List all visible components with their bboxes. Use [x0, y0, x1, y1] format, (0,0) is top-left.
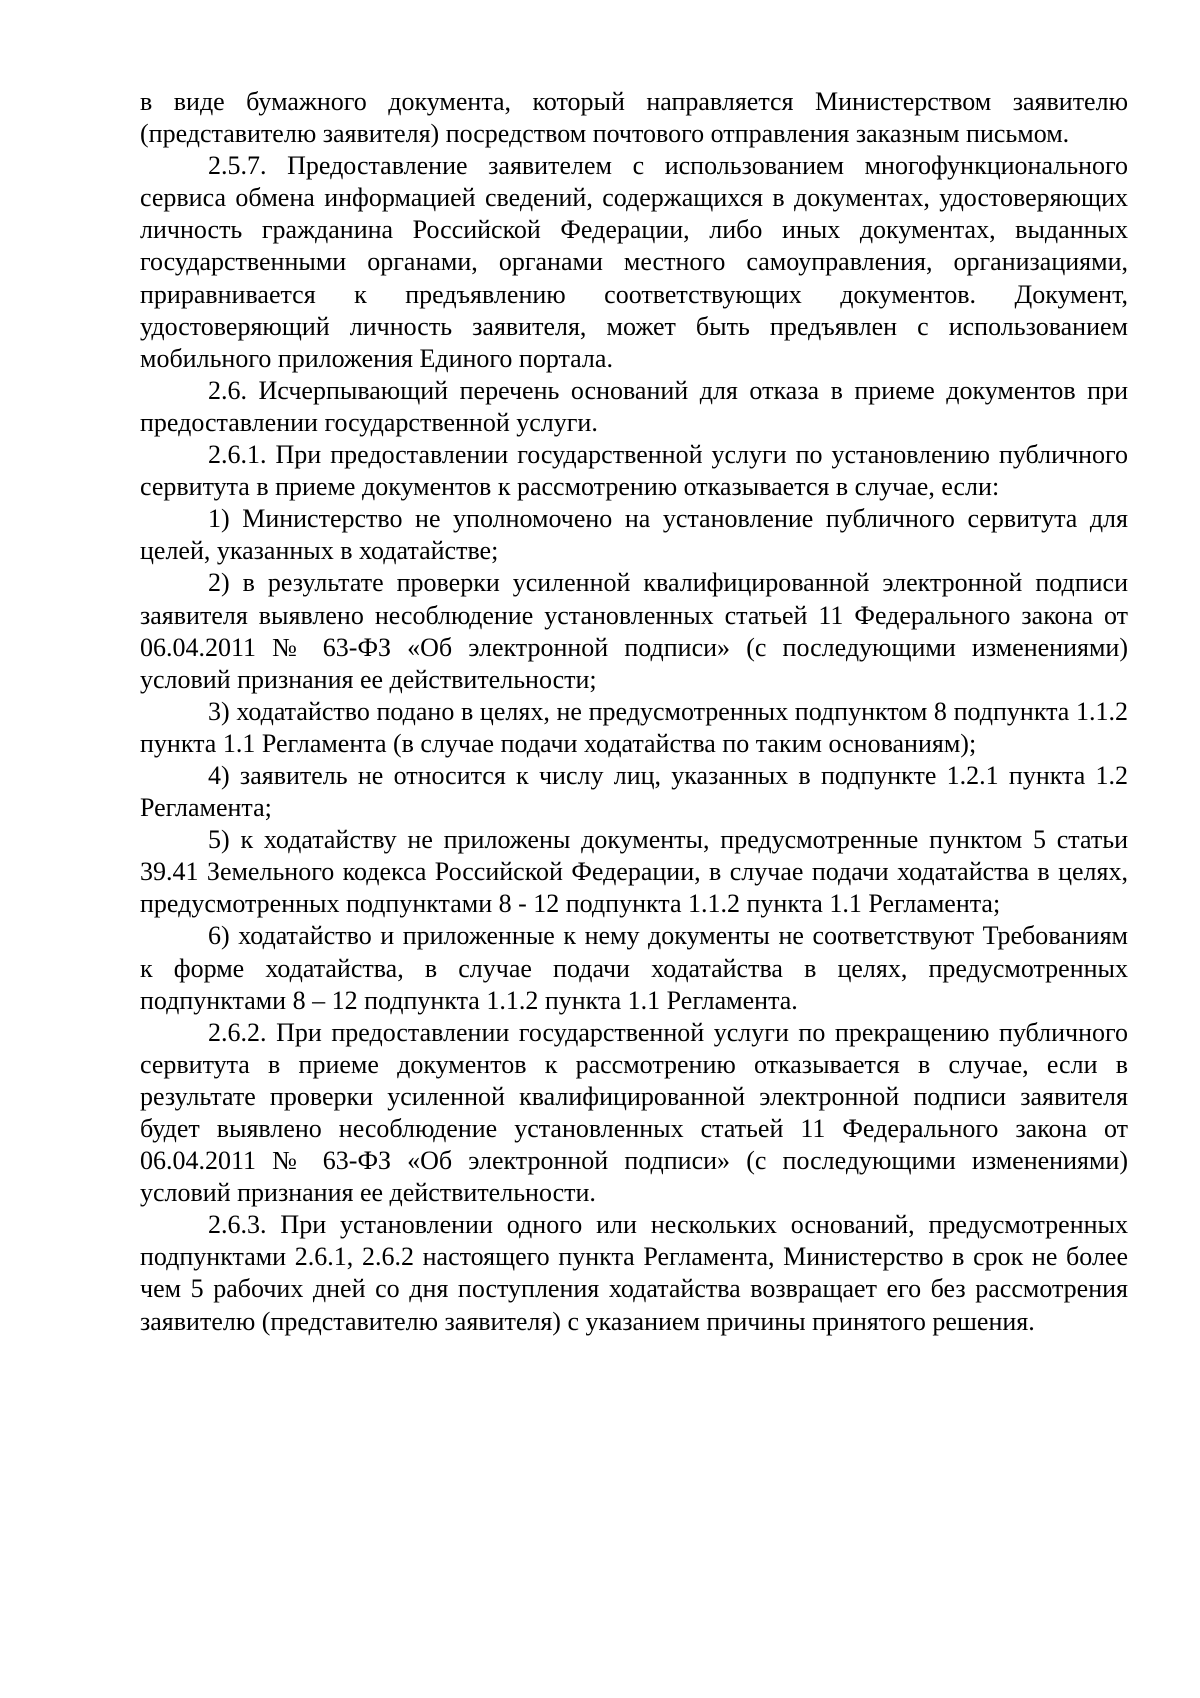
paragraph-2-5-6-continuation: в виде бумажного документа, который направляется Министерством заявителю (представителю заявителя) посредством почтового отправления заказным письмом.	[140, 87, 1128, 149]
paragraph-2-6-1: 2.6.1. При предоставлении государственной услуги по установлению публичного сервитута в приеме документов к рассмотрению отказывается в случае, если:	[140, 440, 1128, 502]
document-body	[140, 86, 1128, 1338]
list-item-6: 6) ходатайство и приложенные к нему документы не соответствуют Требованиям к форме ходатайства, в случае подачи ходатайства в целях, предусмотренных подпунктами 8 – 12 подпункта 1.1.2 пункта 1.1 Регламента.	[140, 921, 1128, 1015]
list-item-1: 1) Министерство не уполномочено на установление публичного сервитута для целей, указанных в ходатайстве;	[140, 504, 1128, 566]
list-item-4: 4) заявитель не относится к числу лиц, указанных в подпункте 1.2.1 пункта 1.2 Регламента;	[140, 760, 1128, 823]
list-item-5: 5) к ходатайству не приложены документы, предусмотренные пунктом 5 статьи 39.41 Земельного кодекса Российской Федерации, в случае подачи ходатайства в целях, предусмотренных подпунктами 8 - 12 подпункта 1.1.2 пункта 1.1 Регламента;	[140, 825, 1128, 919]
list-item-2: 2) в результате проверки усиленной квалифицированной электронной подписи заявителя выявлено несоблюдение установленных статьей 11 Федерального закона от 06.04.2011 № 63-ФЗ «Об электронной подписи» (с последующими изменениями) условий признания ее действительности;	[140, 568, 1128, 694]
paragraph-2-6-2: 2.6.2. При предоставлении государственной услуги по прекращению публичного сервитута в приеме документов к рассмотрению отказывается в случае, если в результате проверки усиленной квалифицированной электронной подписи заявителя будет выявлено несоблюдение установленных статьей 11 Федерального закона от 06.04.2011 № 63-ФЗ «Об электронной подписи» (с последующими изменениями) условий признания ее действительности.	[140, 1017, 1128, 1208]
paragraph-2-6-3: 2.6.3. При установлении одного или нескольких оснований, предусмотренных подпунктами 2.6.1, 2.6.2 настоящего пункта Регламента, Министерство в срок не более чем 5 рабочих дней со дня поступления ходатайства возвращает его без рассмотрения заявителю (представителю заявителя) с указанием причины принятого решения.	[140, 1210, 1128, 1336]
paragraph-2-6: 2.6. Исчерпывающий перечень оснований для отказа в приеме документов при предоставлении государственной услуги.	[140, 375, 1128, 437]
list-item-3: 3) ходатайство подано в целях, не предусмотренных подпунктом 8 подпункта 1.1.2 пункта 1.1 Регламента (в случае подачи ходатайства по таким основаниям);	[140, 696, 1128, 758]
paragraph-2-5-7: 2.5.7. Предоставление заявителем с использованием многофункционального сервиса обмена информацией сведений, содержащихся в документах, удостоверяющих личность гражданина Российской Федерации, либо иных документах, выданных государственными органами, органами местного самоуправления, организациями, приравнивается к предъявлению соответствующих документов. Документ, удостоверяющий личность заявителя, может быть предъявлен с использованием мобильного приложения Единого портала.	[140, 151, 1128, 373]
